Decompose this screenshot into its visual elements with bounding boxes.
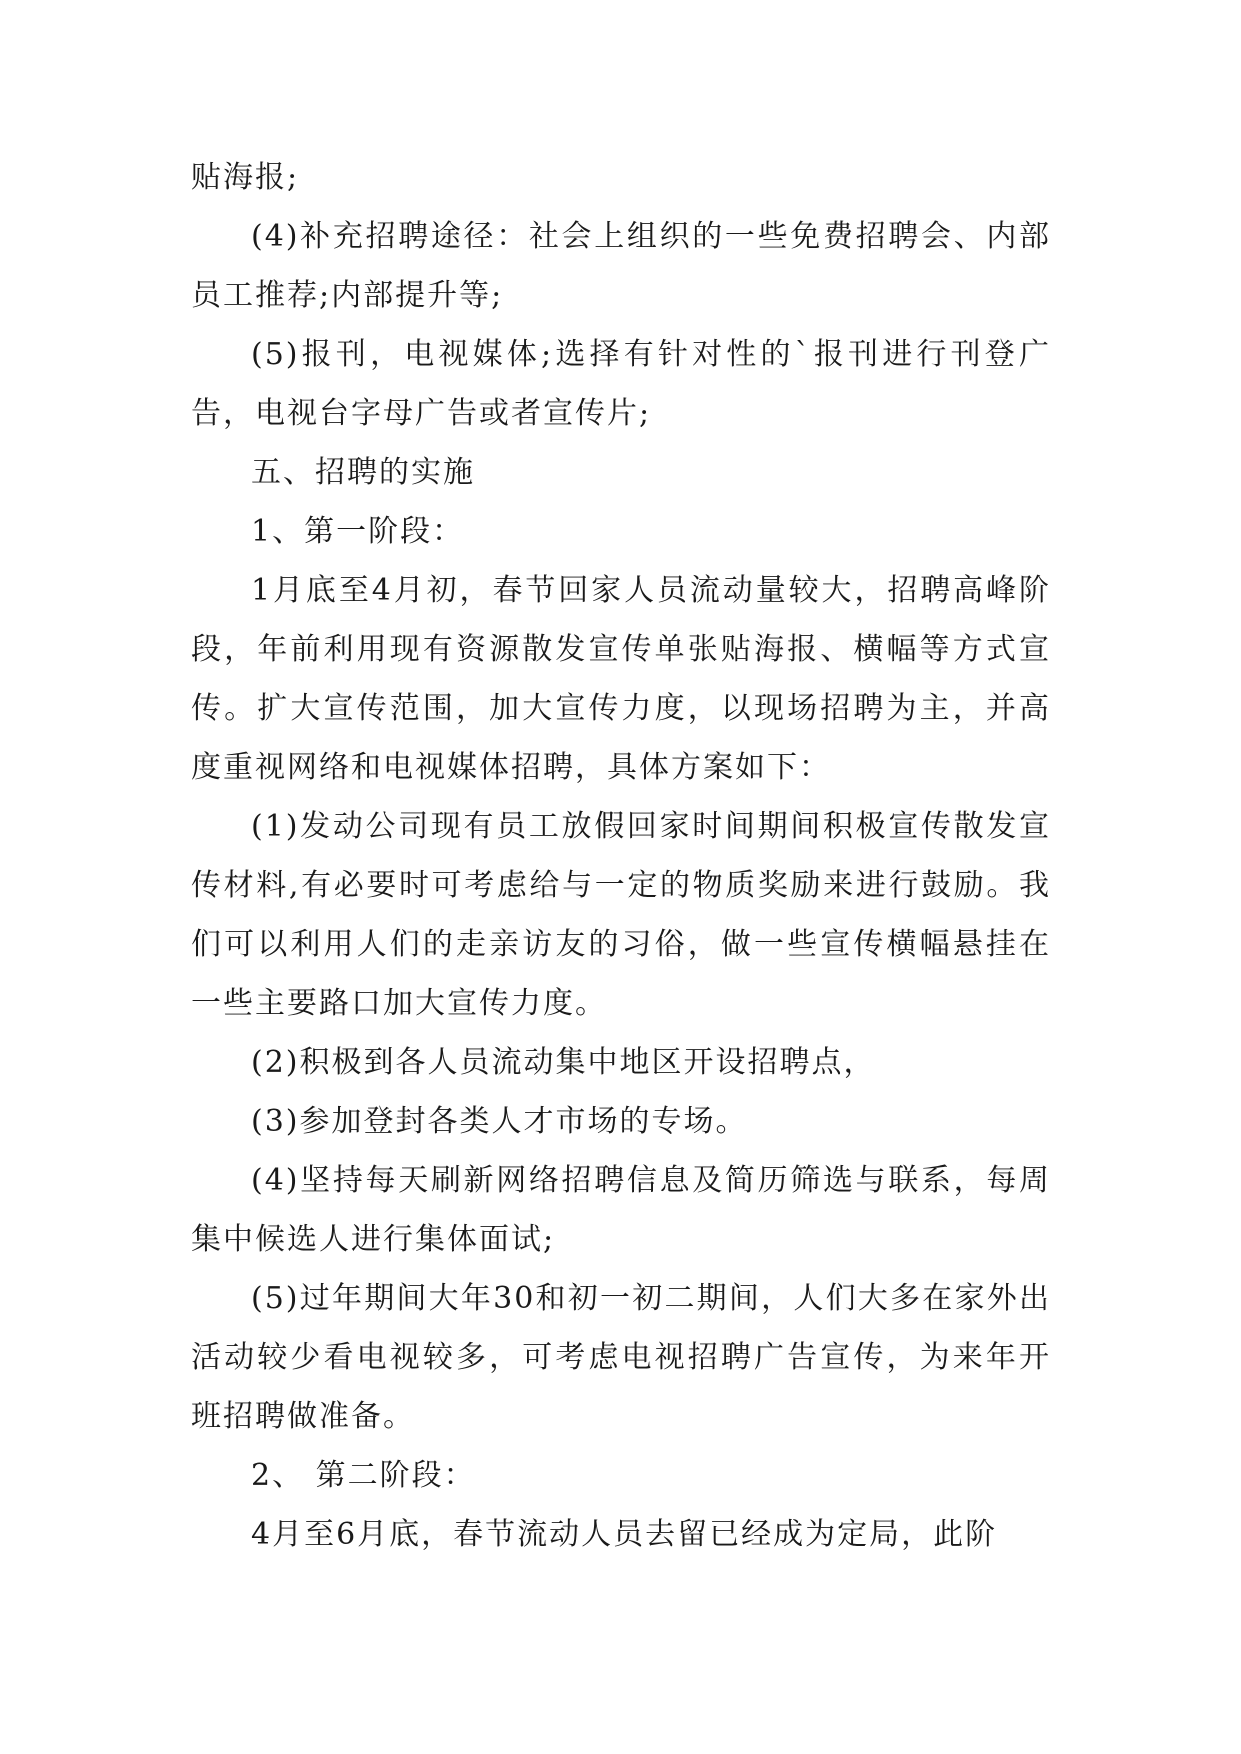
subsection-heading: 1、第一阶段： <box>251 514 465 549</box>
paragraph: 贴海报; <box>191 160 300 195</box>
paragraph: (3)参加登封各类人才市场的专场。 <box>251 1104 748 1139</box>
paragraph: (2)积极到各人员流动集中地区开设招聘点， <box>251 1045 876 1080</box>
paragraph: (5)过年期间大年30和初一初二期间，人们大多在家外出活动较少看电视较多，可考虑电视招聘广告宣传，为来年开班招聘做准备。 <box>191 1281 1051 1434</box>
paragraph: (4)坚持每天刷新网络招聘信息及简历筛选与联系，每周集中候选人进行集体面试; <box>191 1163 1051 1257</box>
subsection-heading: 2、 第二阶段： <box>251 1458 476 1493</box>
paragraph: (1)发动公司现有员工放假回家时间期间积极宣传散发宣传材料,有必要时可考虑给与一定的物质奖励来进行鼓励。我们可以利用人们的走亲访友的习俗，做一些宣传横幅悬挂在一些主要路口加大宣传力度。 <box>191 809 1051 1021</box>
paragraph: 4月至6月底，春节流动人员去留已经成为定局，此阶 <box>251 1517 998 1552</box>
paragraph: (4)补充招聘途径：社会上组织的一些免费招聘会、内部员工推荐;内部提升等; <box>191 219 1051 313</box>
document-body <box>191 148 1051 1564</box>
paragraph: 1月底至4月初，春节回家人员流动量较大，招聘高峰阶段，年前利用现有资源散发宣传单张贴海报、横幅等方式宣传。扩大宣传范围，加大宣传力度，以现场招聘为主，并高度重视网络和电视媒体招聘，具体方案如下： <box>191 573 1051 785</box>
section-heading: 五、招聘的实施 <box>251 455 475 490</box>
paragraph: (5)报刊，电视媒体;选择有针对性的`报刊进行刊登广告，电视台字母广告或者宣传片; <box>191 337 1051 431</box>
